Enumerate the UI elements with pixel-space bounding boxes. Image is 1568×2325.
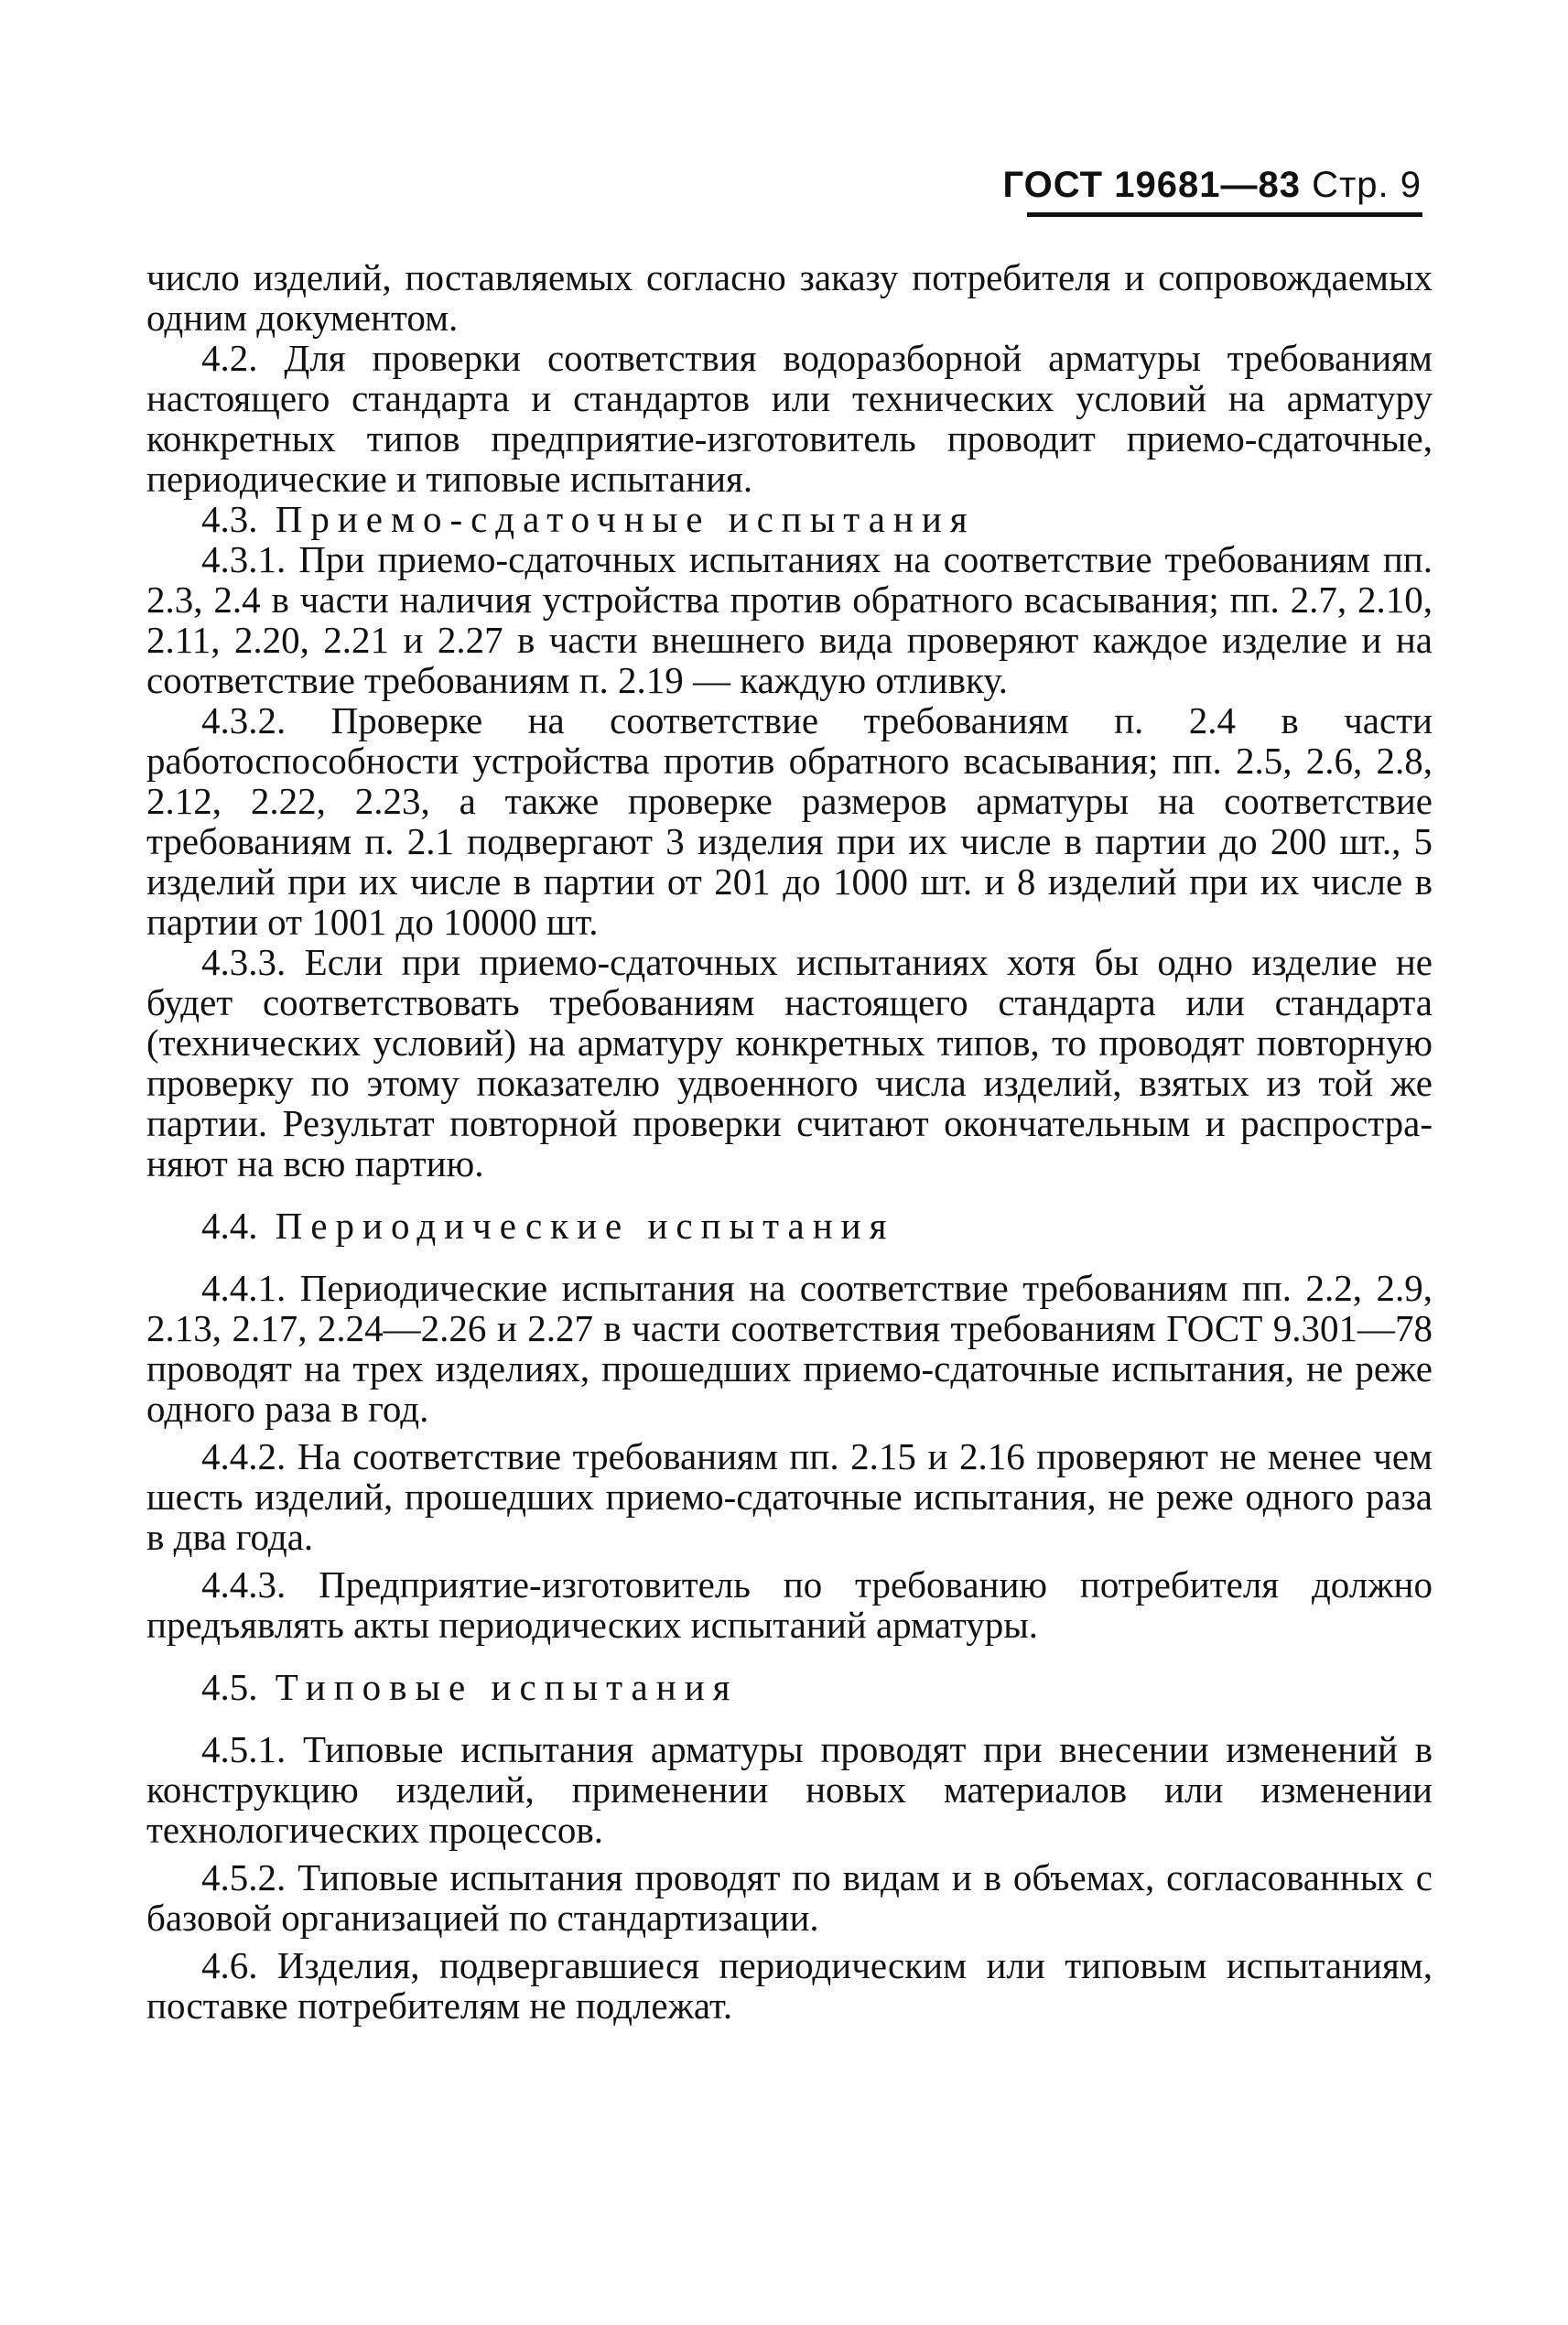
section-heading-4-5 bbox=[146, 1667, 1433, 1707]
paragraph-4-4-3: 4.4.3. Предприятие-изготовитель по требованию потребителя должно предъявлять акты периодических испытаний арматуры. bbox=[146, 1563, 1433, 1646]
section-title: Типовые испытания bbox=[275, 1666, 739, 1708]
page-header bbox=[1003, 165, 1422, 206]
paragraph-4-5-2: 4.5.2. Типовые испытания проводят по видам и в объемах, согласованных с базовой организацией по стандартизации. bbox=[146, 1856, 1433, 1939]
body-text bbox=[146, 257, 1433, 2026]
paragraph-4-5-1: 4.5.1. Типовые испытания арматуры проводят при внесении изменений в конструкцию изделий, применении новых материалов или изменении технологических процессов. bbox=[146, 1728, 1433, 1851]
paragraph-4-4-2: 4.4.2. На соответствие требованиям пп. 2.15 и 2.16 проверяют не менее чем шесть изделий, прошедших приемо-сдаточные испытания, не реже одного раза в два года. bbox=[146, 1435, 1433, 1558]
header-rule bbox=[1027, 212, 1422, 217]
paragraph-4-4-1: 4.4.1. Периодические испытания на соответствие требованиям пп. 2.2, 2.9, 2.13, 2.17, 2.24—2.26 и 2.27 в части соответствия требованиям ГОСТ 9.301—78 проводят на трех изделиях, прошедших приемо-сдаточные испытания, не реже одного раза в год. bbox=[146, 1267, 1433, 1430]
document-id: ГОСТ 19681—83 bbox=[1002, 165, 1301, 205]
section-heading-4-3 bbox=[146, 499, 1433, 539]
paragraph-continuation: число изделий, поставляемых согласно заказу потребителя и сопровождаемых одним документом. bbox=[146, 256, 1433, 339]
section-number: 4.3. bbox=[201, 498, 258, 540]
paragraph-4-2: 4.2. Для проверки соответствия водоразборной арматуры требованиям настоящего стандарта и стандартов или технических условий на арматуру конкретных типов предприятие-изготовитель проводит приемо-сдаточные, периодические и типовые испытания. bbox=[146, 337, 1433, 500]
section-title: Периодические испытания bbox=[275, 1205, 895, 1247]
page-number: Стр. 9 bbox=[1312, 165, 1422, 205]
paragraph-4-3-3: 4.3.3. Если при приемо-сдаточных испытаниях хотя бы одно изделие не будет соответствовать требованиям настоящего стандарта или стандарта (технических условий) на арматуру конкретных типов, то проводят повторную проверку по этому показателю удвоенного числа изделий, взятых из той же партии. Результат повторной проверки считают окончательным и распространяют на всю партию. bbox=[146, 941, 1433, 1184]
paragraph-4-3-2: 4.3.2. Проверке на соответствие требованиям п. 2.4 в части работоспособности устройства против обратного всасывания; пп. 2.5, 2.6, 2.8, 2.12, 2.22, 2.23, а также проверке размеров арматуры на соответствие требованиям п. 2.1 подвергают 3 изделия при их числе в партии до 200 шт., 5 изделий при их числе в партии от 201 до 1000 шт. и 8 изделий при их числе в партии от 1001 до 10000 шт. bbox=[146, 699, 1433, 943]
section-title: Приемо-сдаточные испытания bbox=[275, 498, 976, 540]
paragraph-4-6: 4.6. Изделия, подвергавшиеся периодическим или типовым испытаниям, поставке потребителям не подлежат. bbox=[146, 1944, 1433, 2027]
paragraph-4-3-1: 4.3.1. При приемо-сдаточных испытаниях на соответствие требованиям пп. 2.3, 2.4 в части наличия устройства против обратного всасывания; пп. 2.7, 2.10, 2.11, 2.20, 2.21 и 2.27 в части внешнего вида проверяют каждое изделие и на соответствие требованиям п. 2.19 — каждую отливку. bbox=[146, 538, 1433, 701]
section-heading-4-4 bbox=[146, 1206, 1433, 1246]
section-number: 4.4. bbox=[201, 1205, 258, 1247]
section-number: 4.5. bbox=[201, 1666, 258, 1708]
